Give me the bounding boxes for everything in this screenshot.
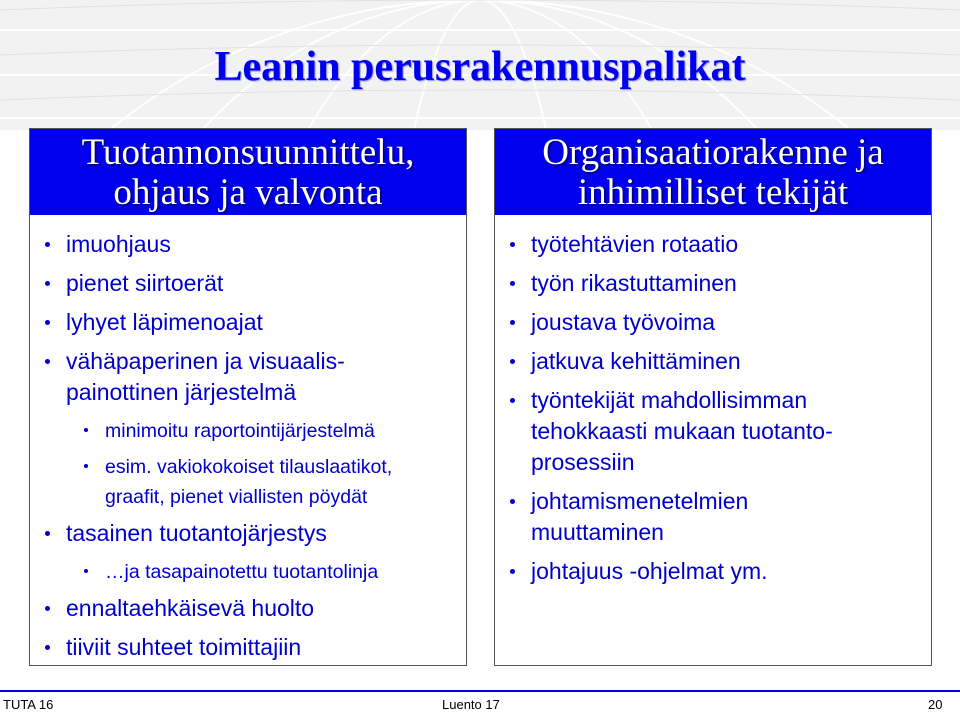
list-item: vähäpaperinen ja visuaalis- painottinen järjestelmä	[30, 346, 466, 408]
list-item: tiiviit suhteet toimittajiin	[30, 632, 466, 663]
right-heading-line1: Organisaatiorakenne ja	[542, 132, 884, 173]
bullet-icon	[45, 281, 50, 286]
bullet-icon	[84, 569, 88, 573]
list-item: lyhyet läpimenoajat	[30, 307, 466, 338]
right-heading-line2: inhimilliset tekijät	[577, 172, 849, 213]
left-bullet-list	[30, 215, 466, 663]
bullet-icon	[45, 606, 50, 611]
bullet-icon	[510, 281, 515, 286]
bullet-icon	[510, 398, 515, 403]
left-panel	[29, 128, 467, 666]
list-subitem: minimoitu raportointijärjestelmä	[30, 416, 466, 446]
left-heading-line1: Tuotannonsuunnittelu,	[81, 132, 415, 173]
bullet-icon	[45, 320, 50, 325]
bullet-icon	[510, 569, 515, 574]
list-item: työntekijät mahdollisimman tehokkaasti mukaan tuotanto- prosessiin	[495, 385, 931, 478]
bullet-icon	[45, 645, 50, 650]
bullet-icon	[510, 359, 515, 364]
bullet-icon	[84, 428, 88, 432]
bullet-icon	[510, 499, 515, 504]
bullet-icon	[45, 359, 50, 364]
list-item: imuohjaus	[30, 229, 466, 260]
right-panel-heading	[495, 129, 931, 215]
list-subitem: esim. vakiokokoiset tilauslaatikot, graafit, pienet viallisten pöydät	[30, 452, 466, 512]
list-item: johtajuus -ohjelmat ym.	[495, 556, 931, 587]
list-item: johtamismenetelmien muuttaminen	[495, 486, 931, 548]
list-item: tasainen tuotantojärjestys	[30, 518, 466, 549]
bullet-icon	[510, 242, 515, 247]
slide-title: Leanin perusrakennuspalikat	[214, 44, 746, 90]
list-subitem: …ja tasapainotettu tuotantolinja	[30, 557, 466, 587]
list-item: jatkuva kehittäminen	[495, 346, 931, 377]
list-item: pienet siirtoerät	[30, 268, 466, 299]
footer-lecture: Luento 17	[442, 697, 500, 712]
footer-course: TUTA 16	[3, 697, 54, 712]
list-item: ennaltaehkäisevä huolto	[30, 593, 466, 624]
right-bullet-list	[495, 215, 931, 587]
list-item: joustava työvoima	[495, 307, 931, 338]
left-heading-line2: ohjaus ja valvonta	[113, 172, 383, 213]
left-panel-heading	[30, 129, 466, 215]
bullet-icon	[510, 320, 515, 325]
bullet-icon	[84, 464, 88, 468]
bullet-icon	[45, 531, 50, 536]
right-panel	[494, 128, 932, 666]
footer-page-number: 20	[928, 697, 943, 712]
list-item: työtehtävien rotaatio	[495, 229, 931, 260]
list-item: työn rikastuttaminen	[495, 268, 931, 299]
footer-divider	[0, 690, 960, 692]
bullet-icon	[45, 242, 50, 247]
